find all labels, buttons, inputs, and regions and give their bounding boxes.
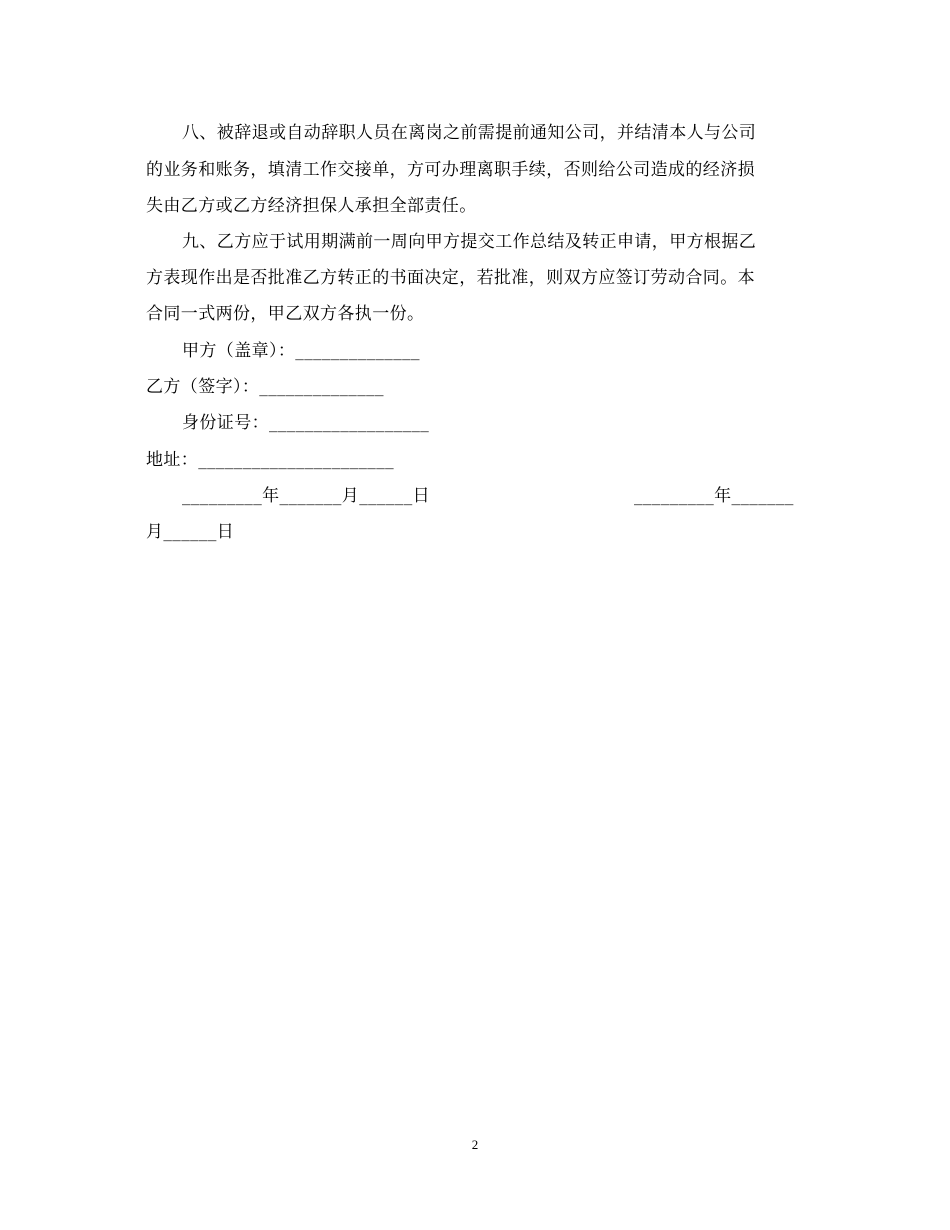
clause-8-line-2: 的业务和账务，填清工作交接单，方可办理离职手续，否则给公司造成的经济损 (146, 160, 755, 180)
clause-9-line-1: 九、乙方应于试用期满前一周向甲方提交工作总结及转正申请，甲方根据乙 (182, 232, 757, 252)
id-number-line: 身份证号：__________________ (182, 413, 430, 433)
address-line: 地址：______________________ (146, 450, 394, 470)
date-line-right: _________年_______ (634, 486, 794, 506)
party-a-signature-line: 甲方（盖章）：______________ (182, 341, 420, 361)
clause-9-line-2: 方表现作出是否批准乙方转正的书面决定，若批准，则双方应签订劳动合同。本 (146, 268, 755, 288)
clause-8-line-1: 八、被辞退或自动辞职人员在离岗之前需提前通知公司，并结清本人与公司 (182, 123, 757, 143)
clause-9-line-3: 合同一式两份，甲乙双方各执一份。 (146, 304, 425, 324)
page-number: 2 (471, 1137, 479, 1152)
clause-8-line-3: 失由乙方或乙方经济担保人承担全部责任。 (146, 196, 477, 216)
date-line-left: _________年_______月______日 (182, 486, 430, 506)
party-b-signature-line: 乙方（签字）：______________ (146, 377, 384, 397)
date-line-right-continued: 月______日 (146, 522, 235, 542)
